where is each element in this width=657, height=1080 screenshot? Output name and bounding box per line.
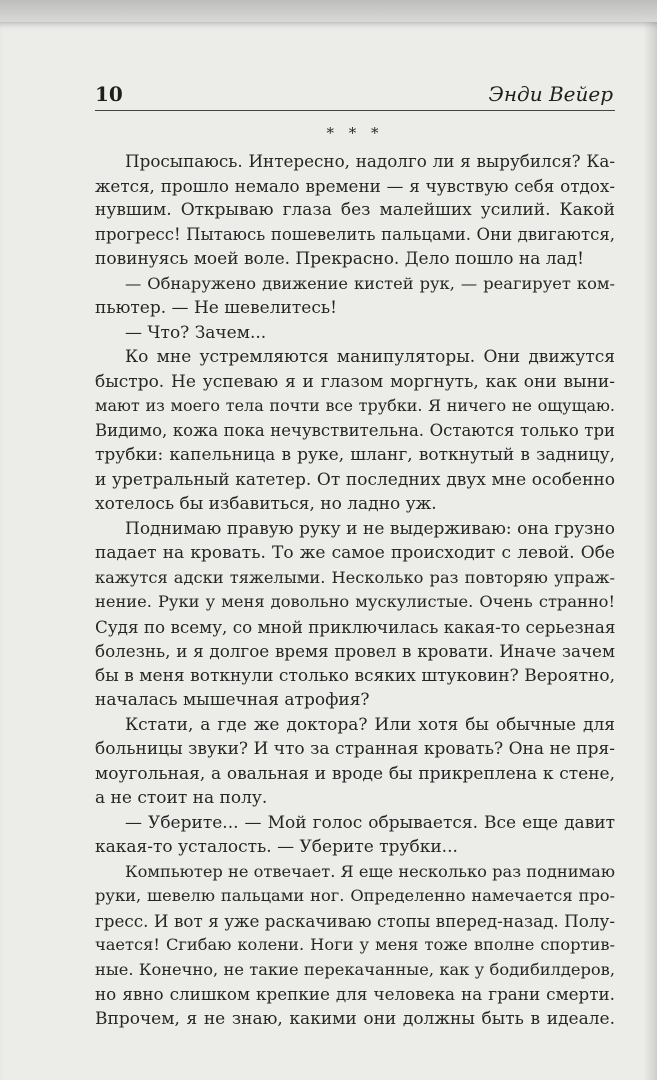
text-line: — Уберите... — Мой голос обрывается. Все еще давит	[125, 812, 615, 833]
text-line: нение. Руки у меня довольно мускулистые. Очень странно!	[95, 592, 615, 611]
text-line: кажутся адски тяжелыми. Несколько раз повторяю упраж-	[95, 567, 615, 587]
text-line: а не стоит на полу.	[95, 788, 268, 808]
text-line: но явно слишком крепкие для человека на грани смерти.	[95, 984, 615, 1004]
text-line: Впрочем, я не знаю, какими они должны быть в идеале.	[95, 1008, 615, 1029]
text-line: и уретральный катетер. От последних двух мне особенно	[95, 469, 615, 490]
text-line: болезнь, и я долгое время провел в кровати. Иначе зачем	[95, 641, 615, 661]
text-line: бы в меня воткнули столько всяких штуковин? Вероятно,	[95, 665, 615, 686]
text-line: Поднимаю правую руку и не выдерживаю: она грузно	[125, 518, 615, 539]
page-header	[95, 82, 615, 111]
text-line: — Что? Зачем...	[125, 322, 267, 343]
text-line: Компьютер не отвечает. Я еще несколько раз поднимаю	[125, 861, 615, 881]
text-line: жется, прошло немало времени — я чувствую себя отдох-	[95, 175, 615, 196]
text-line: хотелось бы избавиться, но ладно уж.	[95, 494, 437, 514]
text-line: пьютер. — Не шевелитесь!	[95, 298, 337, 318]
text-line: чается! Сгибаю колени. Ноги у меня тоже вполне спортив-	[95, 935, 615, 954]
text-line: трубки: капельница в руке, шланг, воткнутый в задницу,	[95, 445, 615, 465]
running-head-author: Энди Вейер	[488, 82, 613, 106]
text-line: гресс. И вот я уже раскачиваю стопы вперед-назад. Полу-	[95, 910, 615, 931]
text-line: больницы звуки? И что за странная кровать? Она не пря-	[95, 739, 615, 759]
text-line: началась мышечная атрофия?	[95, 690, 370, 710]
text-line: Ко мне устремляются манипуляторы. Они движутся	[125, 347, 615, 367]
text-line: какая-то усталость. — Уберите трубки...	[95, 837, 458, 857]
text-line: ные. Конечно, не такие перекачанные, как у бодибилдеров,	[95, 959, 615, 979]
page-number: 10	[95, 82, 123, 106]
section-separator: * * *	[326, 124, 384, 142]
text-line: Просыпаюсь. Интересно, надолго ли я вырубился? Ка-	[125, 151, 615, 171]
text-line: — Обнаружено движение кистей рук, — реагирует ком-	[125, 273, 615, 293]
text-line: мают из моего тела почти все трубки. Я ничего не ощущаю.	[95, 396, 615, 415]
text-line: руки, шевелю пальцами ног. Определенно намечается про-	[95, 886, 615, 905]
text-line: нувшим. Открываю глаза без малейших усилий. Какой	[95, 200, 615, 220]
text-line: Судя по всему, со мной приключилась какая-то серьезная	[95, 616, 616, 637]
text-line: Кстати, а где же доктора? Или хотя бы обычные для	[125, 714, 615, 735]
page-gutter-shadow	[643, 22, 657, 1080]
text-line: прогресс! Пытаюсь пошевелить пальцами. Они двигаются,	[95, 224, 615, 244]
text-line: повинуясь моей воле. Прекрасно. Дело пошло на лад!	[95, 249, 584, 269]
text-line: быстро. Не успеваю я и глазом моргнуть, как они выни-	[95, 371, 615, 392]
page-top-edge	[0, 0, 657, 22]
text-line: Видимо, кожа пока нечувствительна. Остаются только три	[95, 420, 615, 440]
text-line: моугольная, а овальная и вроде бы прикреплена к стене,	[95, 763, 615, 784]
text-line: падает на кровать. То же самое происходит с левой. Обе	[95, 543, 615, 563]
body-text	[95, 149, 615, 1031]
